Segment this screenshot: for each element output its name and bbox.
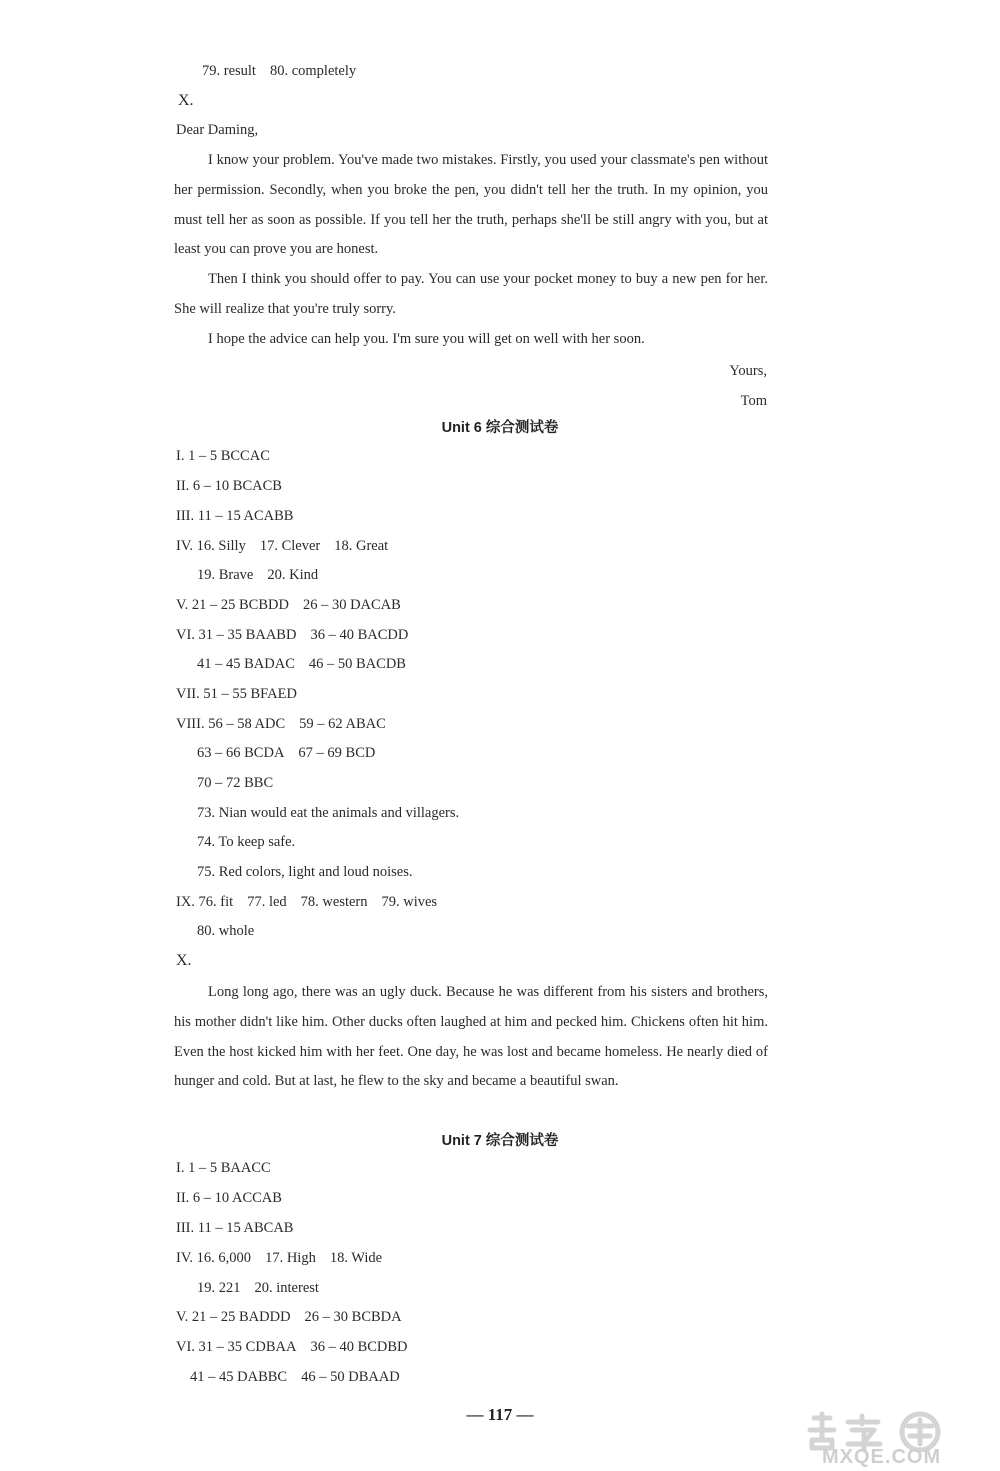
letter-greeting: Dear Daming, xyxy=(176,122,259,138)
u6-answer-73: 73. Nian would eat the animals and villagers. xyxy=(197,805,460,821)
u6-answer-19: 19. Brave xyxy=(197,567,254,583)
u7-answer-17: 17. High xyxy=(265,1250,316,1266)
u6-section-vii: VII. 51 – 55 BFAED xyxy=(176,686,297,702)
u6-answers-26-30: 26 – 30 DACAB xyxy=(302,597,401,613)
section-x-label: X. xyxy=(178,92,194,109)
answer-line-79-80 xyxy=(202,62,356,80)
u7-answers-21-25: V. 21 – 25 BADDD xyxy=(176,1309,291,1325)
u6-answers-36-40: 36 – 40 BACDD xyxy=(310,627,409,643)
answer-80: 80. completely xyxy=(269,63,357,79)
unit-7-title: Unit 7 综合测试卷 xyxy=(441,1133,559,1149)
u7-answers-46-50: 46 – 50 DBAAD xyxy=(301,1369,400,1385)
u6-section-iv xyxy=(176,537,388,555)
u6-answers-21-25: V. 21 – 25 BCBDD xyxy=(176,597,289,613)
u7-section-iii: III. 11 – 15 ABCAB xyxy=(176,1220,294,1236)
u6-answer-74: 74. To keep safe. xyxy=(197,834,296,850)
u6-section-vi-cont xyxy=(197,655,406,673)
u7-section-iv xyxy=(176,1249,382,1267)
u6-answers-41-45: 41 – 45 BADAC xyxy=(197,656,295,672)
u6-section-ii: II. 6 – 10 BCACB xyxy=(176,478,282,494)
u7-answer-16: IV. 16. 6,000 xyxy=(176,1250,252,1266)
u6-answer-18: 18. Great xyxy=(334,538,389,554)
letter-paragraph-2: Then I think you should offer to pay. You can use your pocket money to buy a new pen for her. She will realize that you're truly sorry. xyxy=(174,271,768,317)
u7-section-v xyxy=(176,1308,402,1326)
u7-section-vi-cont xyxy=(190,1368,400,1386)
watermark-site: MXQE.COM xyxy=(822,1446,942,1468)
u6-answers-46-50: 46 – 50 BACDB xyxy=(308,656,406,672)
u6-answers-70-72: 70 – 72 BBC xyxy=(197,775,274,791)
u6-section-i: I. 1 – 5 BCCAC xyxy=(176,448,270,464)
u7-answer-18: 18. Wide xyxy=(329,1250,383,1266)
u6-section-v xyxy=(176,596,401,614)
u7-section-ii: II. 6 – 10 ACCAB xyxy=(176,1190,282,1206)
u7-answers-26-30: 26 – 30 BCBDA xyxy=(304,1309,402,1325)
unit-6-title: Unit 6 综合测试卷 xyxy=(441,420,559,436)
u6-answer-78: 78. western xyxy=(300,894,368,910)
u6-answer-80: 80. whole xyxy=(197,923,255,939)
letter-paragraph-1: I know your problem. You've made two mistakes. Firstly, you used your classmate's pen without her permission. Secondly, when you broke the pen, you didn't tell her the truth. In my opinion, you must tell her as soon as possible. If you tell her the truth, perhaps she'll be still angry with you, but at least you can prove you are honest. xyxy=(174,152,768,258)
u6-writing-paragraph: Long long ago, there was an ugly duck. Because he was different from his sisters and brothers, his mother didn't like him. Other ducks often laughed at him and pecked him. Chickens often hit him. Even the host kicked him with her feet. One day, he was lost and became homeless. He nearly died of hunger and cold. But at last, he flew to the sky and became a beautiful swan. xyxy=(174,984,768,1090)
u6-section-ix xyxy=(176,893,437,911)
u6-answers-31-35: VI. 31 – 35 BAABD xyxy=(176,627,297,643)
u6-answer-75: 75. Red colors, light and loud noises. xyxy=(197,864,413,880)
u6-section-viii xyxy=(176,715,386,733)
u6-answers-59-62: 59 – 62 ABAC xyxy=(299,716,386,732)
u6-answer-76: IX. 76. fit xyxy=(176,894,234,910)
letter-paragraph-3: I hope the advice can help you. I'm sure you will get on well with her soon. xyxy=(208,331,645,347)
u6-answers-56-58: VIII. 56 – 58 ADC xyxy=(176,716,286,732)
u6-section-viii-cont xyxy=(197,744,375,762)
letter-signature: Tom xyxy=(740,393,767,409)
u7-answer-20: 20. interest xyxy=(254,1280,319,1296)
u6-answers-63-66: 63 – 66 BCDA xyxy=(197,745,285,761)
u7-answers-41-45: 41 – 45 DABBC xyxy=(190,1369,288,1385)
u6-section-iii: III. 11 – 15 ACABB xyxy=(176,508,294,524)
u6-answer-20: 20. Kind xyxy=(267,567,319,583)
page-number: — 117 — xyxy=(466,1405,534,1424)
u7-section-iv-cont xyxy=(197,1279,319,1297)
u6-answer-16: IV. 16. Silly xyxy=(176,538,246,554)
u7-answers-31-35: VI. 31 – 35 CDBAA xyxy=(176,1339,297,1355)
u6-section-vi xyxy=(176,626,408,644)
u7-section-vi xyxy=(176,1338,408,1356)
u6-answer-17: 17. Clever xyxy=(259,538,321,554)
answer-79: 79. result xyxy=(202,63,256,79)
u7-section-i: I. 1 – 5 BAACC xyxy=(176,1160,271,1176)
u7-answers-36-40: 36 – 40 BCDBD xyxy=(310,1339,408,1355)
u6-section-x-label: X. xyxy=(176,952,192,969)
u6-answer-77: 77. led xyxy=(247,894,287,910)
u6-section-iv-cont xyxy=(197,566,318,584)
u7-answer-19: 19. 221 xyxy=(197,1280,241,1296)
u6-answers-67-69: 67 – 69 BCD xyxy=(298,745,376,761)
u6-answer-79: 79. wives xyxy=(381,894,438,910)
letter-closing: Yours, xyxy=(729,363,767,379)
